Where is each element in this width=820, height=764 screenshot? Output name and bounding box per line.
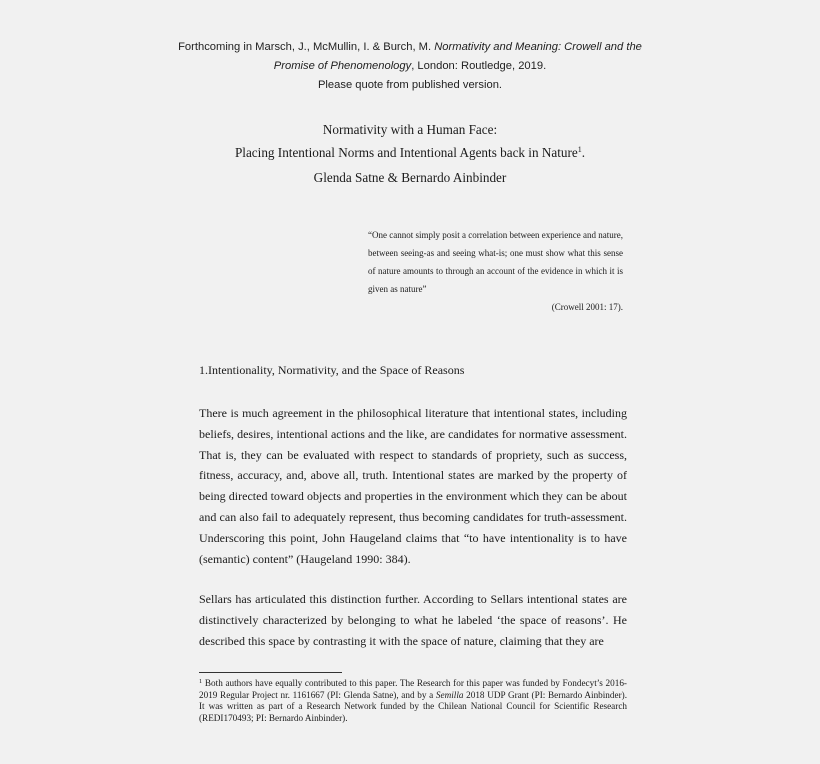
footnote-mark: 1 <box>199 678 203 685</box>
footnote <box>199 676 627 724</box>
body-paragraph: There is much agreement in the philosophical literature that intentional states, including beliefs, desires, intentional actions and the like, are candidates for normative assessment. That is, they can be evaluated with respect to standards of propriety, such as success, fitness, accuracy, and, above all, truth. Intentional states are marked by the property of being directed toward objects and properties in the environment which they can be about and can also fail to adequately represent, thus becoming candidates for truth-assessment. Underscoring this point, John Haugeland claims that “to have intentionality is to have (semantic) content” (Haugeland 1990: 384). <box>199 406 627 566</box>
body-paragraph: Sellars has articulated this distinction further. According to Sellars intentional states are distinctively characterized by belonging to what he labeled ‘the space of reasons’. He described this space by contrasting it with the space of nature, claiming that they are <box>199 592 627 648</box>
footnote-reference[interactable]: 1 <box>577 145 582 154</box>
quote-note: Please quote from published version. <box>317 79 503 91</box>
footnote-italic: Semilla <box>435 689 464 700</box>
title-period: . <box>581 145 586 160</box>
epigraph <box>368 226 623 316</box>
title-line-1: Normativity with a Human Face: <box>322 122 498 137</box>
epigraph-citation: (Crowell 2001: 17). <box>551 302 623 312</box>
citation-book-title: Normativity and Meaning: Crowell and the Promise of Phenomenology <box>273 41 642 72</box>
epigraph-text: “One cannot simply posit a correlation between experience and nature, between seeing-as and seeing what-is; one must show what this sense of nature amounts to through an account of the evidence in which it is given as nature” <box>368 230 623 294</box>
authors: Glenda Satne & Bernardo Ainbinder <box>313 170 507 185</box>
paper-title <box>150 120 670 163</box>
footnote-text: Both authors have equally contributed to this paper. The Research for this paper was funded by Fondecyt’s 2016-2019 Regular Project nr. 1161667 (PI: Glenda Satne), and by a <box>199 678 627 700</box>
section-heading: 1.Intentionality, Normativity, and the Space of Reasons <box>199 363 465 377</box>
publication-header <box>160 38 660 95</box>
footnote-divider <box>199 672 342 673</box>
title-line-2 <box>150 140 670 163</box>
title-line-2-text: Placing Intentional Norms and Intentional Agents back in Nature <box>234 145 578 160</box>
citation-publisher: , London: Routledge, 2019. <box>411 60 547 72</box>
footnote-text-cont: 2018 UDP Grant (PI: Bernardo Ainbinder). It was written as part of a Research Network funded by the Chilean National Council for Scientific Research (REDI170493; PI: Bernardo Ainbinder). <box>199 689 627 723</box>
citation-line <box>160 38 660 76</box>
citation-authors: Forthcoming in Marsch, J., McMullin, I. & Burch, M. <box>178 41 435 53</box>
